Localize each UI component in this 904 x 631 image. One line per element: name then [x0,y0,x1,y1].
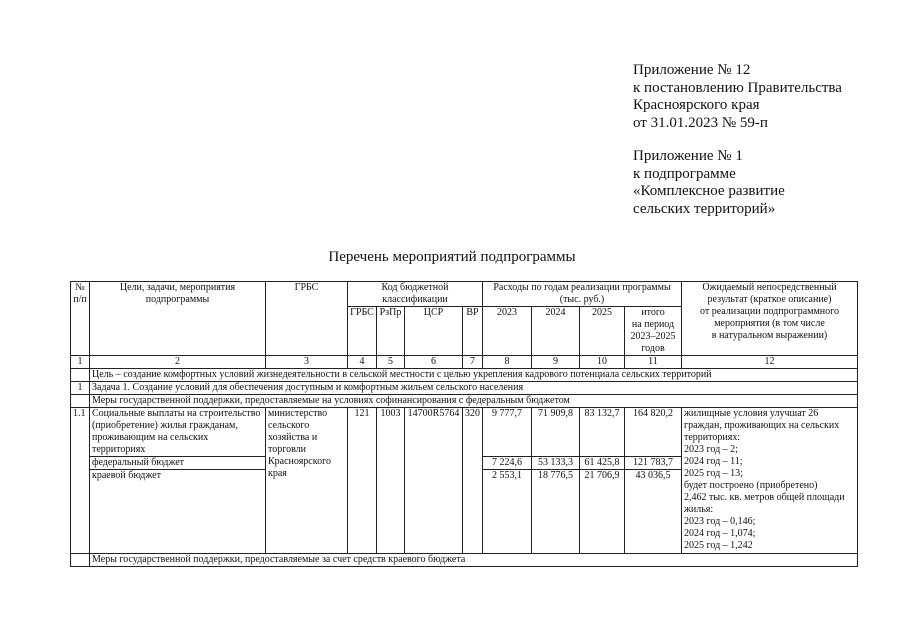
header-goals: Цели, задачи, мероприятия подпрограммы [90,282,266,356]
measures-row [71,554,858,567]
appendix-line: к подпрограмме [633,165,736,182]
item-name: Социальные выплаты на строительство (приобретение) жилья гражданам, проживающим на сельских территориях [90,408,266,457]
federal-label: федеральный бюджет [90,457,266,470]
total-period: 164 820,2 [625,408,682,457]
regional-label: краевой бюджет [90,470,266,554]
col-number: 4 [348,356,377,369]
item-result: жилищные условия улучшат 26 граждан, проживающих на сельских территориях: 2023 год – 2; 2024 год – 11; 2025 год – 13; будет построено (приобретено) 2,462 тыс. кв. метров общей площади жилья: 2023 год – 0,146; 2024 год – 1,074; 2025 год – 1,242 [682,408,858,554]
regional-2025: 21 706,9 [580,470,625,554]
col-number: 5 [377,356,405,369]
federal-2024: 53 133,3 [532,457,580,470]
appendix-line: к постановлению Правительства [633,79,842,96]
header-num: № п/п [71,282,90,356]
col-number: 6 [405,356,463,369]
document-title: Перечень мероприятий подпрограммы [328,249,576,265]
regional-2023: 2 553,1 [483,470,532,554]
col-number: 12 [682,356,858,369]
header-code-vr: ВР [463,307,483,356]
measures-row [71,395,858,408]
federal-2025: 61 425,8 [580,457,625,470]
goal-row [71,369,858,382]
header-budget-code: Код бюджетной классификации [348,282,483,307]
goal-text: Цель – создание комфортных условий жизнедеятельности в сельской местности с целью укрепления кадрового потенциала сельских территорий [90,369,858,382]
task-row [71,382,858,395]
item-grbs-code: 121 [348,408,377,554]
federal-total: 121 783,7 [625,457,682,470]
regional-total: 43 036,5 [625,470,682,554]
task-text: Задача 1. Создание условий для обеспечения доступным и комфортным жильем сельского населения [90,382,858,395]
appendix-line: Приложение № 1 [633,148,743,164]
header-total: итого на период 2023–2025 годов [625,307,682,356]
total-2025: 83 132,7 [580,408,625,457]
col-number: 11 [625,356,682,369]
total-2023: 9 777,7 [483,408,532,457]
header-grbs: ГРБС [266,282,348,356]
header-year-2024: 2024 [532,307,580,356]
appendix-1-header [633,148,785,218]
item-vr: 320 [463,408,483,554]
item-rzpr: 1003 [377,408,405,554]
header-result: Ожидаемый непосредственный результат (краткое описание) от реализации подпрограммного мероприятия (в том числе в натуральном выражении) [682,282,858,356]
appendix-12-header [633,62,842,132]
header-row-1 [71,282,858,307]
header-year-2023: 2023 [483,307,532,356]
item-row-total [71,408,858,457]
column-number-row [71,356,858,369]
col-number: 8 [483,356,532,369]
col-number: 9 [532,356,580,369]
federal-2023: 7 224,6 [483,457,532,470]
col-number: 7 [463,356,483,369]
header-code-rzpr: РзПр [377,307,405,356]
item-num: 1.1 [71,408,90,554]
header-code-grbs: ГРБС [348,307,377,356]
col-number: 10 [580,356,625,369]
col-number: 3 [266,356,348,369]
task-num: 1 [71,382,90,395]
appendix-line: «Комплексное развитие [633,183,785,199]
header-expenses: Расходы по годам реализации программы (тыс. руб.) [483,282,682,307]
measures-text: Меры государственной поддержки, предоставляемые на условиях софинансирования с федеральным бюджетом [90,395,858,408]
measures-text: Меры государственной поддержки, предоставляемые за счет средств краевого бюджета [90,554,858,567]
measures-table [70,281,858,567]
item-grbs: министерство сельского хозяйства и торговли Красноярского края [266,408,348,554]
total-2024: 71 909,8 [532,408,580,457]
header-year-2025: 2025 [580,307,625,356]
appendix-line: от 31.01.2023 № 59-п [633,114,768,131]
item-csr: 14700R5764 [405,408,463,554]
appendix-line: Приложение № 12 [633,62,751,78]
col-number: 1 [71,356,90,369]
header-code-csr: ЦСР [405,307,463,356]
regional-2024: 18 776,5 [532,470,580,554]
appendix-line: сельских территорий» [633,200,776,217]
appendix-line: Красноярского края [633,97,760,113]
col-number: 2 [90,356,266,369]
